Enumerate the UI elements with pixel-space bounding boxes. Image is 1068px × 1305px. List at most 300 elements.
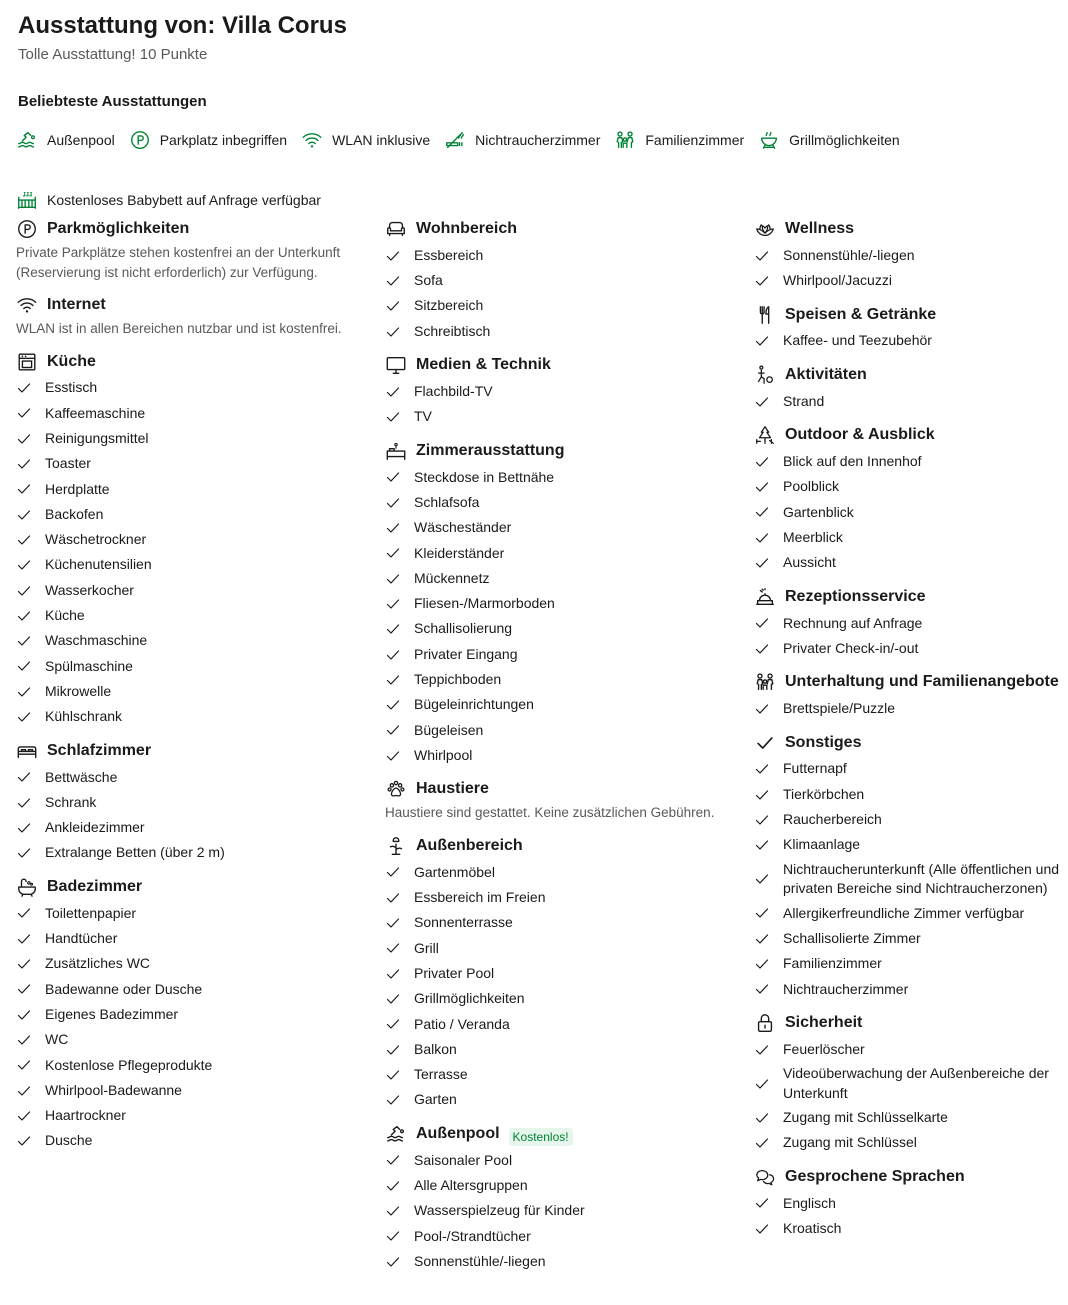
- check-icon: [16, 557, 32, 573]
- section-food: [754, 304, 1064, 354]
- facility-item: [385, 243, 745, 268]
- check-icon: [385, 596, 401, 612]
- section-header: [16, 218, 366, 240]
- facility-item: [16, 376, 366, 401]
- facility-item: [16, 502, 366, 527]
- check-icon: [754, 871, 770, 887]
- facility-label: Meerblick: [783, 528, 843, 545]
- section-header: [385, 778, 745, 800]
- check-icon: [754, 1195, 770, 1211]
- check-icon: [385, 520, 401, 536]
- facility-item: [16, 977, 366, 1002]
- check-icon: [385, 1228, 401, 1244]
- facility-label: Steckdose in Bettnähe: [414, 468, 555, 485]
- check-icon: [385, 545, 401, 561]
- check-icon: [16, 1108, 32, 1124]
- facility-item: [385, 1088, 745, 1113]
- facility-item: [754, 525, 1064, 550]
- check-icon: [754, 273, 770, 289]
- facility-label: Sitzbereich: [414, 297, 484, 314]
- facility-label: Kostenlose Pflegeprodukte: [45, 1056, 213, 1073]
- section-title: Medien & Technik: [416, 356, 551, 374]
- section-activities: [754, 364, 1064, 414]
- facility-item: [16, 527, 366, 552]
- facility-item: [16, 679, 366, 704]
- facility-item: [754, 268, 1064, 293]
- facility-label: Nichtraucherzimmer: [783, 980, 909, 997]
- section-title: Rezeptionsservice: [785, 587, 926, 605]
- facility-label: Grill: [414, 939, 439, 956]
- facility-item: [754, 926, 1064, 951]
- check-icon: [16, 1133, 32, 1149]
- check-icon: [385, 571, 401, 587]
- section-header: [16, 351, 366, 373]
- section-title: Unterhaltung und Familienangebote: [785, 673, 1059, 691]
- facility-label: Eigenes Badezimmer: [45, 1005, 179, 1022]
- facility-item: [16, 926, 366, 951]
- facility-label: Sonnenstühle/-liegen: [414, 1252, 546, 1269]
- check-icon: [385, 1152, 401, 1168]
- check-icon: [16, 820, 32, 836]
- section-languages: [754, 1166, 1064, 1242]
- facility-label: Pool-/Strandtücher: [414, 1227, 531, 1244]
- facility-label: Küchenutensilien: [45, 556, 152, 573]
- facility-item: [16, 426, 366, 451]
- check-icon: [16, 981, 32, 997]
- facility-item: [385, 566, 745, 591]
- facility-label: Familienzimmer: [783, 955, 882, 972]
- facility-label: Spülmaschine: [45, 657, 133, 674]
- reception-icon: [754, 586, 776, 608]
- family-icon: [754, 671, 776, 693]
- section-header: [385, 354, 745, 376]
- section-outdoor-view: [754, 424, 1064, 575]
- facility-item: [385, 515, 745, 540]
- facility-item: [754, 757, 1064, 782]
- check-icon: [16, 1032, 32, 1048]
- facility-label: Privater Pool: [414, 964, 495, 981]
- facility-item: [385, 591, 745, 616]
- facility-label: Sonnenterrasse: [414, 914, 513, 931]
- facility-item: [754, 474, 1064, 499]
- facility-label: Haartrockner: [45, 1107, 126, 1124]
- popular-facility-label: Kostenloses Babybett auf Anfrage verfügbar: [47, 192, 321, 208]
- facility-label: Gartenblick: [783, 503, 854, 520]
- section-header: [754, 671, 1064, 693]
- facility-label: Zugang mit Schlüsselkarte: [783, 1109, 948, 1126]
- check-icon: [16, 583, 32, 599]
- facility-label: Blick auf den Innenhof: [783, 453, 922, 470]
- facility-item: [385, 1224, 745, 1249]
- check-icon: [754, 956, 770, 972]
- facility-item: [754, 858, 1064, 901]
- check-icon: [16, 431, 32, 447]
- facility-label: Privater Check-in/-out: [783, 639, 919, 656]
- section-reception: [754, 586, 1064, 662]
- rating-subtitle: Tolle Ausstattung! 10 Punkte: [18, 46, 208, 63]
- section-title: Internet: [47, 296, 106, 313]
- check-icon: [385, 384, 401, 400]
- popular-facility-label: Parkplatz inbegriffen: [159, 132, 288, 148]
- section-header: [385, 835, 745, 857]
- section-wellness: [754, 218, 1064, 294]
- section-header: [754, 304, 1064, 326]
- facility-label: Kleiderständer: [414, 544, 505, 561]
- facility-item: [16, 815, 366, 840]
- check-icon: [385, 647, 401, 663]
- bath-icon: [16, 876, 38, 898]
- check-icon: [385, 409, 401, 425]
- check-icon: [385, 672, 401, 688]
- check-icon: [754, 394, 770, 410]
- section-security: [754, 1012, 1064, 1156]
- parking-icon: [129, 129, 151, 151]
- facility-label: Mikrowelle: [45, 682, 112, 699]
- facility-item: [16, 1053, 366, 1078]
- check-icon: [754, 761, 770, 777]
- check-icon: [754, 981, 770, 997]
- facility-item: [385, 961, 745, 986]
- facility-label: Herdplatte: [45, 480, 110, 497]
- cutlery-icon: [754, 304, 776, 326]
- facility-item: [754, 636, 1064, 661]
- facility-item: [385, 541, 745, 566]
- facility-item: [16, 603, 366, 628]
- check-icon: [754, 1135, 770, 1151]
- facility-label: Futternapf: [783, 760, 847, 777]
- facility-label: Zugang mit Schlüssel: [783, 1134, 917, 1151]
- facility-item: [16, 451, 366, 476]
- popular-facility-label: WLAN inklusive: [332, 132, 431, 148]
- check-icon: [754, 479, 770, 495]
- facility-label: Alle Altersgruppen: [414, 1177, 528, 1193]
- facility-label: Essbereich im Freien: [414, 889, 546, 906]
- check-icon: [385, 864, 401, 880]
- section-title: Aktivitäten: [785, 365, 867, 383]
- facility-item: [385, 1249, 745, 1274]
- check-icon: [16, 931, 32, 947]
- section-parking: [16, 218, 366, 282]
- facility-label: Allergikerfreundliche Zimmer verfügbar: [783, 904, 1025, 921]
- popular-facility: [301, 128, 430, 152]
- check-icon: [754, 641, 770, 657]
- facility-label: Strand: [783, 392, 825, 409]
- facility-label: Mückennetz: [414, 569, 490, 586]
- check-icon: [385, 915, 401, 931]
- room-icon: [385, 440, 407, 462]
- facility-label: Raucherbereich: [783, 811, 882, 828]
- section-title: Speisen & Getränke: [785, 305, 937, 323]
- check-icon: [385, 1092, 401, 1108]
- section-bathroom: [16, 876, 366, 1154]
- facility-item: [385, 936, 745, 961]
- facility-item: [754, 389, 1064, 414]
- facility-label: Saisonaler Pool: [414, 1151, 513, 1168]
- section-media: [385, 354, 745, 430]
- facility-label: Backofen: [45, 505, 104, 522]
- facility-label: Tierkörbchen: [783, 785, 865, 802]
- family-icon: [614, 129, 636, 151]
- section-family: [754, 671, 1064, 721]
- facility-item: [385, 885, 745, 910]
- facilities-column-2: [385, 218, 745, 1284]
- facility-label: Privater Eingang: [414, 645, 518, 662]
- free-badge: Kostenlos!: [509, 1128, 573, 1146]
- facility-label: Patio / Veranda: [414, 1015, 510, 1032]
- check-icon: [16, 956, 32, 972]
- section-title: Zimmerausstattung: [416, 441, 565, 459]
- check-icon: [754, 732, 776, 754]
- facility-label: Aussicht: [783, 554, 836, 571]
- check-icon: [754, 333, 770, 349]
- section-pool: [385, 1123, 745, 1274]
- facility-item: [754, 696, 1064, 721]
- tree-icon: [754, 424, 776, 446]
- check-icon: [16, 658, 32, 674]
- facility-label: Badewanne oder Dusche: [45, 980, 203, 997]
- check-icon: [385, 1203, 401, 1219]
- section-header: [385, 1123, 745, 1145]
- section-header: [754, 1012, 1064, 1034]
- section-header: [754, 218, 1064, 240]
- section-title: Sonstiges: [785, 733, 862, 751]
- facility-item: [16, 704, 366, 729]
- facility-label: Zusätzliches WC: [45, 955, 151, 972]
- section-bedroom: [16, 740, 366, 866]
- crib-icon: [16, 189, 38, 211]
- facility-item: [16, 841, 366, 866]
- facility-label: Esstisch: [45, 379, 98, 396]
- facility-label: Bügeleinrichtungen: [414, 696, 534, 713]
- section-room: [385, 440, 745, 769]
- facility-label: Ankleidezimmer: [45, 819, 145, 836]
- section-header: [16, 876, 366, 898]
- section-title: Außenbereich: [416, 836, 523, 854]
- section-title: Gesprochene Sprachen: [785, 1167, 965, 1185]
- check-icon: [385, 621, 401, 637]
- facility-label: Flachbild-TV: [414, 383, 493, 400]
- speech-icon: [754, 1166, 776, 1188]
- check-icon: [16, 481, 32, 497]
- section-header: [16, 740, 366, 762]
- check-icon: [16, 795, 32, 811]
- check-icon: [754, 530, 770, 546]
- check-icon: [16, 380, 32, 396]
- facility-item: [16, 1129, 366, 1154]
- check-icon: [385, 1042, 401, 1058]
- facility-label: Schreibtisch: [414, 322, 491, 339]
- section-internet: [16, 294, 366, 339]
- facility-item: [754, 901, 1064, 926]
- popular-facilities: [16, 128, 1056, 212]
- facility-item: [754, 832, 1064, 857]
- facility-item: [754, 951, 1064, 976]
- kitchen-icon: [16, 351, 38, 373]
- popular-facility: [614, 128, 744, 152]
- popular-facility-label: Grillmöglichkeiten: [789, 132, 900, 148]
- facility-item: [754, 329, 1064, 354]
- facility-label: Schallisolierte Zimmer: [783, 929, 921, 946]
- section-title: Parkmöglichkeiten: [47, 220, 190, 237]
- sofa-icon: [385, 218, 407, 240]
- check-icon: [754, 905, 770, 921]
- section-title: Schlafzimmer: [47, 741, 152, 759]
- popular-facility-label: Nichtraucherzimmer: [475, 132, 601, 148]
- check-icon: [754, 1110, 770, 1126]
- section-kitchen: [16, 351, 366, 730]
- facility-item: [385, 404, 745, 429]
- check-icon: [16, 633, 32, 649]
- check-icon: [754, 555, 770, 571]
- facility-item: [385, 294, 745, 319]
- check-icon: [16, 845, 32, 861]
- facility-label: Wasserspielzeug für Kinder: [414, 1202, 585, 1219]
- facility-label: Brettspiele/Puzzle: [783, 700, 896, 717]
- facility-label: Rechnung auf Anfrage: [783, 614, 923, 631]
- facility-label: Dusche: [45, 1132, 93, 1149]
- facility-item: [754, 611, 1064, 636]
- check-icon: [754, 1042, 770, 1058]
- facility-label: Feuerlöscher: [783, 1040, 865, 1057]
- section-title: Wellness: [785, 220, 855, 237]
- popular-facility: [758, 128, 899, 152]
- check-icon: [754, 931, 770, 947]
- facility-item: [16, 790, 366, 815]
- facility-item: [754, 1105, 1064, 1130]
- check-icon: [16, 905, 32, 921]
- facility-item: [385, 490, 745, 515]
- bbq-icon: [758, 129, 780, 151]
- facility-label: Englisch: [783, 1194, 836, 1211]
- monitor-icon: [385, 354, 407, 376]
- popular-facility: [129, 128, 287, 152]
- facility-item: [385, 1012, 745, 1037]
- wifi-icon: [16, 294, 38, 316]
- section-header: [754, 586, 1064, 608]
- facility-label: Terrasse: [414, 1066, 468, 1083]
- facility-label: Wasserkocher: [45, 581, 134, 598]
- check-icon: [385, 966, 401, 982]
- section-title: Badezimmer: [47, 877, 143, 895]
- check-icon: [385, 991, 401, 1007]
- check-icon: [16, 507, 32, 523]
- facility-label: Toilettenpapier: [45, 904, 137, 921]
- check-icon: [16, 608, 32, 624]
- check-icon: [385, 1254, 401, 1270]
- section-living: [385, 218, 745, 344]
- paw-icon: [385, 778, 407, 800]
- check-icon: [16, 456, 32, 472]
- pool-icon: [16, 129, 38, 151]
- facility-item: [385, 743, 745, 768]
- facility-label: Schrank: [45, 793, 97, 810]
- facility-label: Grillmöglichkeiten: [414, 990, 525, 1007]
- section-title: Sicherheit: [785, 1013, 863, 1031]
- facility-item: [385, 1173, 745, 1198]
- facility-item: [16, 951, 366, 976]
- parking-icon: [16, 218, 38, 240]
- popular-heading: Beliebteste Ausstattungen: [18, 93, 207, 110]
- check-icon: [754, 1221, 770, 1237]
- check-icon: [16, 769, 32, 785]
- check-icon: [754, 812, 770, 828]
- check-icon: [754, 454, 770, 470]
- check-icon: [385, 1016, 401, 1032]
- facility-label: Reinigungsmittel: [45, 429, 149, 446]
- facility-label: Wäschetrockner: [45, 531, 147, 548]
- check-icon: [16, 1057, 32, 1073]
- check-icon: [16, 1007, 32, 1023]
- facility-item: [385, 692, 745, 717]
- check-icon: [754, 837, 770, 853]
- check-icon: [385, 469, 401, 485]
- facility-label: Whirlpool-Badewanne: [45, 1081, 182, 1098]
- facility-item: [754, 243, 1064, 268]
- popular-facility: [16, 188, 321, 212]
- garden-icon: [385, 835, 407, 857]
- check-icon: [16, 684, 32, 700]
- facility-item: [754, 977, 1064, 1002]
- facility-item: [754, 807, 1064, 832]
- facility-label: Kaffeemaschine: [45, 404, 146, 421]
- facility-label: TV: [414, 408, 432, 425]
- lock-icon: [754, 1012, 776, 1034]
- check-icon: [754, 504, 770, 520]
- facility-item: [16, 765, 366, 790]
- facility-item: [16, 477, 366, 502]
- check-icon: [385, 1178, 401, 1194]
- facility-item: [385, 667, 745, 692]
- facility-item: [16, 654, 366, 679]
- facility-label: Wäscheständer: [414, 519, 512, 536]
- facility-item: [16, 1103, 366, 1128]
- facility-item: [754, 1131, 1064, 1156]
- facility-item: [754, 1062, 1064, 1105]
- facility-label: Balkon: [414, 1040, 457, 1057]
- section-header: [754, 732, 1064, 754]
- facility-label: Kaffee- und Teezubehör: [783, 332, 932, 349]
- facility-label: Handtücher: [45, 930, 118, 947]
- check-icon: [754, 701, 770, 717]
- no-smoking-icon: [444, 129, 466, 151]
- facility-label: Garten: [414, 1091, 457, 1108]
- facility-label: WC: [45, 1031, 69, 1048]
- facility-item: [385, 379, 745, 404]
- check-icon: [16, 1083, 32, 1099]
- popular-facility: [444, 128, 600, 152]
- section-title: Wohnbereich: [416, 220, 518, 237]
- facilities-column-3: [754, 218, 1064, 1251]
- check-icon: [754, 615, 770, 631]
- facility-label: Extralange Betten (über 2 m): [45, 844, 225, 861]
- facility-item: [385, 319, 745, 344]
- facilities-column-1: [16, 218, 366, 1164]
- facility-label: Teppichboden: [414, 671, 502, 688]
- facility-item: [754, 1191, 1064, 1216]
- section-title: Outdoor & Ausblick: [785, 426, 935, 444]
- activity-icon: [754, 364, 776, 386]
- check-icon: [754, 787, 770, 803]
- section-description: Haustiere sind gestattet. Keine zusätzlichen Gebühren.: [385, 805, 715, 821]
- facility-label: Waschmaschine: [45, 632, 148, 649]
- check-icon: [385, 697, 401, 713]
- check-icon: [385, 273, 401, 289]
- check-icon: [754, 1076, 770, 1092]
- section-header: [754, 424, 1064, 446]
- facility-label: Sofa: [414, 272, 443, 289]
- check-icon: [385, 248, 401, 264]
- wifi-icon: [301, 129, 323, 151]
